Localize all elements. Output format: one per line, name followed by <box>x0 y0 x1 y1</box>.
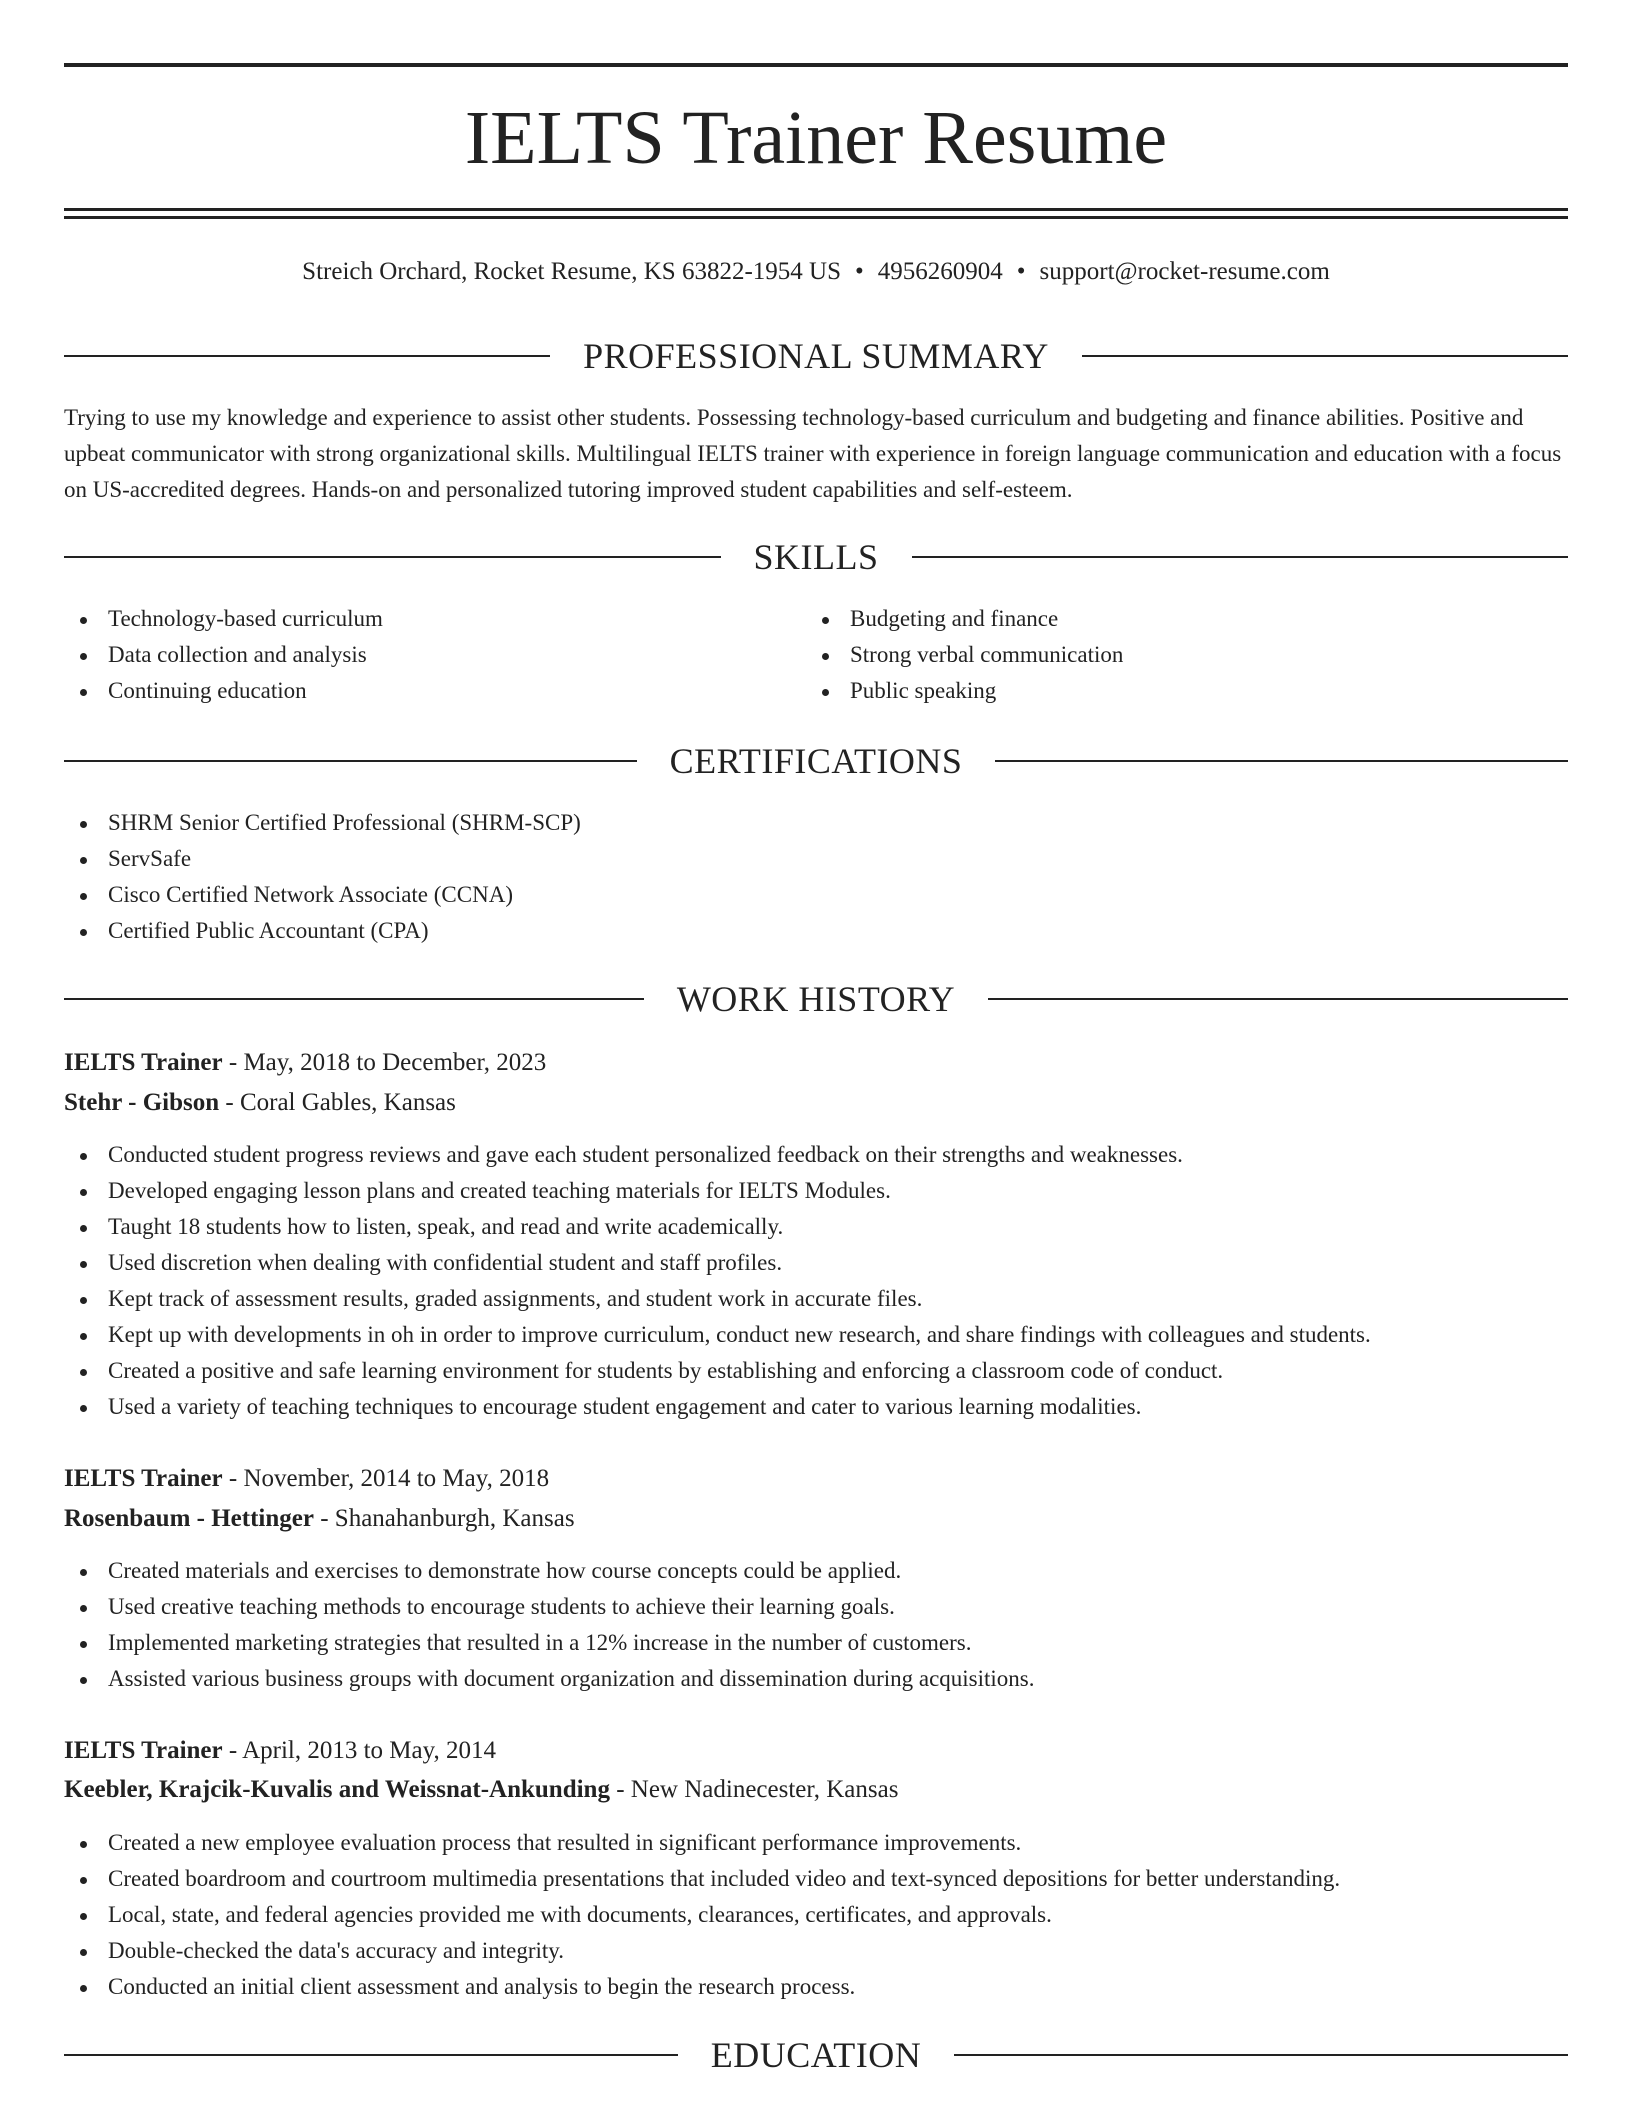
list-item: Created boardroom and courtroom multimedia presentations that included video and text-synced depositions for better understanding. <box>64 1861 1564 1897</box>
job-dates: - November, 2014 to May, 2018 <box>222 1465 550 1492</box>
list-item: Created materials and exercises to demonstrate how course concepts could be applied. <box>64 1553 1564 1589</box>
list-item: Strong verbal communication <box>806 637 1546 673</box>
section-title: EDUCATION <box>710 2035 922 2075</box>
section-heading-work <box>64 976 1568 1022</box>
job-title: IELTS Trainer <box>64 1049 223 1076</box>
section-heading-certifications <box>64 738 1568 784</box>
contact-email: support@rocket-resume.com <box>1039 258 1330 285</box>
section-title: CERTIFICATIONS <box>669 741 963 781</box>
list-item: Conducted student progress reviews and gave each student personalized feedback on their strengths and weaknesses. <box>64 1137 1564 1173</box>
job-location: - New Nadinecester, Kansas <box>609 1776 899 1803</box>
skills-list-left <box>64 601 804 709</box>
list-item: Conducted an initial client assessment and analysis to begin the research process. <box>64 1969 1564 2005</box>
list-item: Budgeting and finance <box>806 601 1546 637</box>
title-top-rule <box>64 63 1568 67</box>
title-bottom-rule <box>64 216 1568 219</box>
summary-text: Trying to use my knowledge and experience to assist other students. Possessing technology-based curriculum and budgeting and finance abilities. Positive and upbeat communicator with strong organizational skills. Multilingual IELTS trainer with experience in foreign language communication and education with a focus on US-accredited degrees. Hands-on and personalized tutoring improved student capabilities and self-esteem. <box>64 405 1562 502</box>
contact-phone: 4956260904 <box>877 258 1003 285</box>
list-item: Kept up with developments in oh in order to improve curriculum, conduct new research, and share findings with colleagues and students. <box>64 1317 1564 1353</box>
list-item: Used a variety of teaching techniques to encourage student engagement and cater to various learning modalities. <box>64 1389 1564 1425</box>
job-title-line <box>64 1461 1568 1497</box>
section-heading-skills <box>64 534 1568 580</box>
contact-line <box>64 254 1568 290</box>
list-item: Data collection and analysis <box>64 637 804 673</box>
page-title: IELTS Trainer Resume <box>464 96 1168 180</box>
list-item: Taught 18 students how to listen, speak, and read and write academically. <box>64 1209 1564 1245</box>
job-company-line <box>64 1501 1568 1537</box>
title-bottom-rule <box>64 208 1568 211</box>
list-item: Continuing education <box>64 673 804 709</box>
job-company: Rosenbaum - Hettinger <box>64 1505 314 1532</box>
list-item: Public speaking <box>806 673 1546 709</box>
job-company: Keebler, Krajcik-Kuvalis and Weissnat-Ankunding <box>64 1776 610 1803</box>
list-item: Used discretion when dealing with confidential student and staff profiles. <box>64 1245 1564 1281</box>
job-dates: - April, 2013 to May, 2014 <box>222 1737 496 1764</box>
skills-list-right <box>806 601 1546 709</box>
divider-line <box>64 355 550 357</box>
section-title: SKILLS <box>753 537 879 577</box>
divider-line <box>1082 355 1568 357</box>
divider-line <box>64 760 637 762</box>
contact-address: Streich Orchard, Rocket Resume, KS 63822-1954 US <box>302 258 841 285</box>
job-bullets <box>64 1137 1564 1425</box>
job-title-line <box>64 1045 1568 1081</box>
list-item: Developed engaging lesson plans and created teaching materials for IELTS Modules. <box>64 1173 1564 1209</box>
job-company-line <box>64 1772 1568 1808</box>
section-heading-summary <box>64 333 1568 379</box>
job-dates: - May, 2018 to December, 2023 <box>222 1049 547 1076</box>
list-item: Cisco Certified Network Associate (CCNA) <box>64 877 1564 913</box>
list-item: Created a new employee evaluation process that resulted in significant performance improvements. <box>64 1825 1564 1861</box>
divider-line <box>995 760 1568 762</box>
job-bullets <box>64 1553 1564 1697</box>
divider-line <box>64 556 721 558</box>
list-item: Created a positive and safe learning environment for students by establishing and enforcing a classroom code of conduct. <box>64 1353 1564 1389</box>
job-title-line <box>64 1733 1568 1769</box>
divider-line <box>988 998 1568 1000</box>
job-company-line <box>64 1085 1568 1121</box>
certifications-list <box>64 805 1564 949</box>
divider-line <box>912 556 1569 558</box>
job-location: - Shanahanburgh, Kansas <box>313 1505 575 1532</box>
list-item: Used creative teaching methods to encourage students to achieve their learning goals. <box>64 1589 1564 1625</box>
list-item: SHRM Senior Certified Professional (SHRM-SCP) <box>64 805 1564 841</box>
list-item: Implemented marketing strategies that resulted in a 12% increase in the number of customers. <box>64 1625 1564 1661</box>
list-item: Local, state, and federal agencies provided me with documents, clearances, certificates, and approvals. <box>64 1897 1564 1933</box>
job-location: - Coral Gables, Kansas <box>219 1089 456 1116</box>
contact-separator: • <box>854 258 864 285</box>
job-company: Stehr - Gibson <box>64 1089 220 1116</box>
divider-line <box>64 998 644 1000</box>
section-heading-education <box>64 2032 1568 2078</box>
list-item: Kept track of assessment results, graded assignments, and student work in accurate files. <box>64 1281 1564 1317</box>
list-item: Assisted various business groups with document organization and dissemination during acquisitions. <box>64 1661 1564 1697</box>
list-item: Certified Public Accountant (CPA) <box>64 913 1564 949</box>
list-item: Technology-based curriculum <box>64 601 804 637</box>
section-title: PROFESSIONAL SUMMARY <box>583 336 1049 376</box>
job-title: IELTS Trainer <box>64 1737 223 1764</box>
contact-separator: • <box>1016 258 1026 285</box>
list-item: Double-checked the data's accuracy and integrity. <box>64 1933 1564 1969</box>
divider-line <box>954 2054 1568 2056</box>
divider-line <box>64 2054 678 2056</box>
job-bullets <box>64 1825 1564 2005</box>
section-title: WORK HISTORY <box>676 979 956 1019</box>
job-title: IELTS Trainer <box>64 1465 223 1492</box>
list-item: ServSafe <box>64 841 1564 877</box>
